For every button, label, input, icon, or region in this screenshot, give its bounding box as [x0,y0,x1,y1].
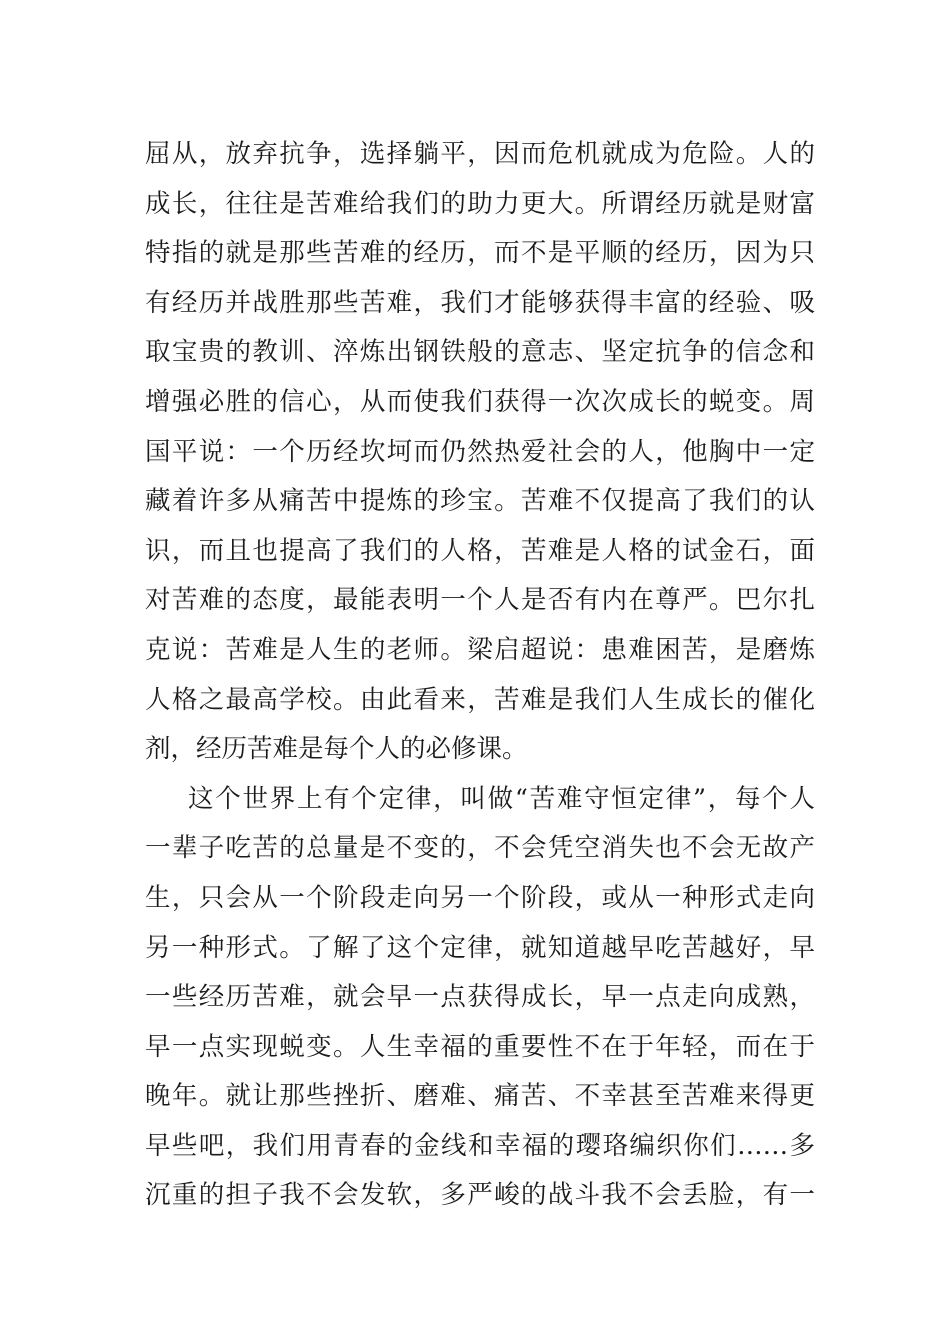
text-line: 取宝贵的教训、淬炼出钢铁般的意志、坚定抗争的信念和 [145,337,815,368]
text-line: 屈从，放弃抗争，选择躺平，因而危机就成为危险。人的 [145,139,815,169]
text-line: 剂，经历苦难是每个人的必修课。 [145,734,528,765]
text-line: 克说：苦难是人生的老师。梁启超说：患难困苦，是磨炼 [145,634,815,665]
text-line: 晚年。就让那些挫折、磨难、痛苦、不幸甚至苦难来得更 [145,1081,815,1112]
paragraph-2 [145,775,815,1221]
text-line: 生，只会从一个阶段走向另一个阶段，或从一种形式走向 [145,882,815,913]
text-line: 增强必胜的信心，从而使我们获得一次次成长的蜕变。周 [145,386,815,417]
text-line: 有经历并战胜那些苦难，我们才能够获得丰富的经验、吸 [145,287,815,318]
text-line: 对苦难的态度，最能表明一个人是否有内在尊严。巴尔扎 [145,585,815,616]
paragraph-1 [145,130,815,775]
text-line: 另一种形式。了解了这个定律，就知道越早吃苦越好，早 [145,932,815,963]
text-line: 一些经历苦难，就会早一点获得成长，早一点走向成熟， [145,982,815,1013]
text-line: 特指的就是那些苦难的经历，而不是平顺的经历，因为只 [145,238,815,269]
text-line: 早些吧，我们用青春的金线和幸福的璎珞编织你们……多 [145,1130,815,1161]
body-text [145,130,815,1221]
text-line: 成长，往往是苦难给我们的助力更大。所谓经历就是财富 [145,188,815,219]
text-line: 藏着许多从痛苦中提炼的珍宝。苦难不仅提高了我们的认 [145,486,815,517]
text-line: 早一点实现蜕变。人生幸福的重要性不在于年轻，而在于 [145,1031,815,1062]
text-line: 国平说：一个历经坎坷而仍然热爱社会的人，他胸中一定 [145,436,815,467]
text-line: 识，而且也提高了我们的人格，苦难是人格的试金石，面 [145,535,815,566]
text-line: 沉重的担子我不会发软，多严峻的战斗我不会丢脸，有一 [145,1180,815,1211]
text-line: 这个世界上有个定律，叫做“苦难守恒定律”，每个人 [188,783,815,814]
text-line: 人格之最高学校。由此看来，苦难是我们人生成长的催化 [145,684,815,715]
text-line: 一辈子吃苦的总量是不变的，不会凭空消失也不会无故产 [145,833,815,864]
